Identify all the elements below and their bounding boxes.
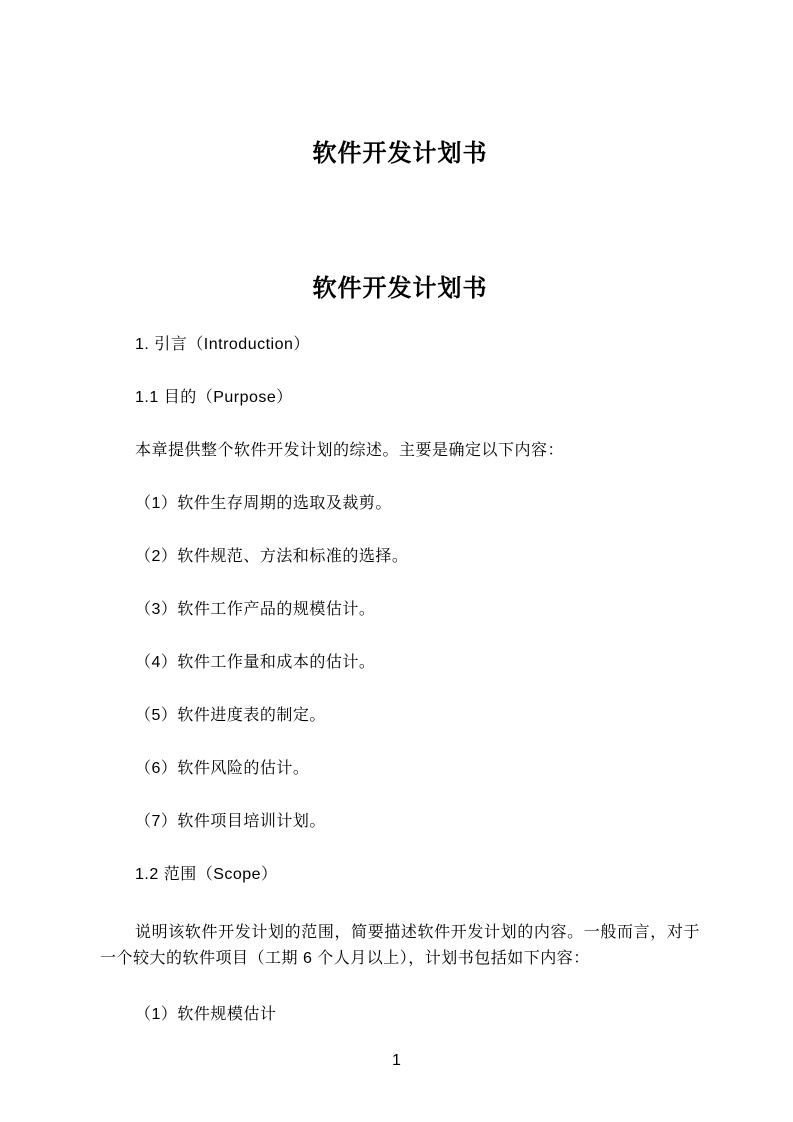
cover-title: 软件开发计划书: [312, 140, 488, 167]
heading-1-1-purpose: 1.1 目的（Purpose）: [135, 389, 293, 406]
scope-intro-paragraph: 说明该软件开发计划的范围，简要描述软件开发计划的内容。一般而言，对于一个较大的软件项目（工期 6 个人月以上），计划书包括如下内容：: [100, 924, 700, 967]
purpose-item-2: （2）软件规范、方法和标准的选择。: [135, 548, 409, 565]
purpose-item-4: （4）软件工作量和成本的估计。: [135, 654, 376, 671]
purpose-item-1: （1）软件生存周期的选取及裁剪。: [135, 495, 392, 512]
purpose-item-5: （5）软件进度表的制定。: [135, 707, 326, 724]
heading-1-introduction: 1. 引言（Introduction）: [135, 336, 310, 353]
purpose-item-7: （7）软件项目培训计划。: [135, 813, 326, 830]
page-number: 1: [392, 1052, 401, 1069]
scope-item-1: （1）软件规模估计: [135, 1006, 277, 1023]
heading-1-2-scope: 1.2 范围（Scope）: [135, 866, 278, 883]
body-title: 软件开发计划书: [312, 275, 488, 302]
purpose-item-6: （6）软件风险的估计。: [135, 760, 310, 777]
purpose-intro-paragraph: 本章提供整个软件开发计划的综述。主要是确定以下内容：: [135, 442, 565, 459]
document-content: [100, 0, 700, 1028]
purpose-item-3: （3）软件工作产品的规模估计。: [135, 601, 376, 618]
